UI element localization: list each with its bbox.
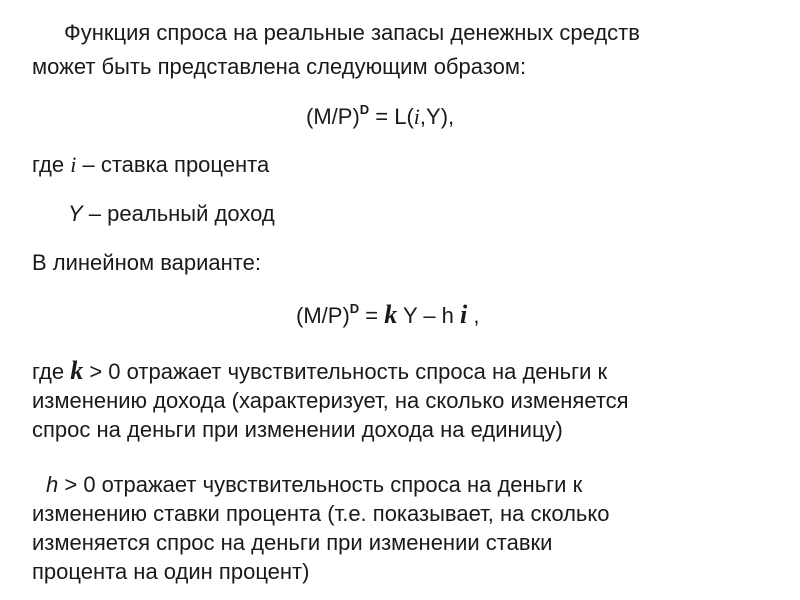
para-h-var: h bbox=[46, 472, 59, 497]
paragraph-h bbox=[32, 470, 778, 586]
formula2-end: , bbox=[467, 303, 480, 328]
para-h-line-3: изменяется спрос на деньги при изменении ставки bbox=[32, 530, 553, 555]
where-i-line bbox=[32, 152, 269, 178]
where-i-var: i bbox=[70, 152, 77, 177]
where-i-prefix: где bbox=[32, 152, 71, 177]
formula2-superscript: D bbox=[349, 301, 360, 316]
where-i-text: – ставка процента bbox=[76, 152, 270, 177]
formula-demand-function bbox=[306, 104, 454, 130]
linear-label bbox=[32, 250, 261, 276]
intro-line-2 bbox=[32, 54, 526, 80]
where-y-var: Y bbox=[68, 201, 83, 226]
para-k-line-2: изменению дохода (характеризует, на сколько изменяется bbox=[32, 388, 629, 413]
formula2-lhs: (M/P) bbox=[296, 303, 350, 328]
intro-text-1: Функция спроса на реальные запасы денежных средств bbox=[64, 20, 640, 45]
formula2-eq: = bbox=[359, 303, 385, 328]
para-k-line-3: спрос на деньги при изменении дохода на единицу) bbox=[32, 417, 563, 442]
formula-linear bbox=[296, 302, 480, 329]
para-h-line-1 bbox=[32, 470, 778, 499]
formula2-var-k: k bbox=[384, 300, 398, 329]
intro-text-2: может быть представлена следующим образом: bbox=[32, 54, 527, 79]
para-h-text-1: > 0 отражает чувствительность спроса на деньги к bbox=[58, 472, 583, 497]
formula1-mid: = L( bbox=[369, 104, 414, 129]
para-h-line-4: процента на один процент) bbox=[32, 559, 310, 584]
formula1-superscript: D bbox=[359, 102, 370, 117]
para-k-text-1: > 0 отражает чувствительность спроса на деньги к bbox=[83, 359, 608, 384]
where-y-line bbox=[68, 201, 275, 227]
formula2-var-i: i bbox=[460, 300, 468, 329]
linear-label-text: В линейном варианте: bbox=[32, 250, 261, 275]
para-k-prefix: где bbox=[32, 359, 71, 384]
formula2-mid: Y – h bbox=[397, 303, 461, 328]
paragraph-k bbox=[32, 356, 778, 444]
para-h-line-2: изменению ставки процента (т.е. показывает, на сколько bbox=[32, 501, 610, 526]
where-y-text: – реальный доход bbox=[82, 201, 275, 226]
formula1-lhs: (M/P) bbox=[306, 104, 360, 129]
para-k-line-1 bbox=[32, 356, 778, 386]
formula1-var-i: i bbox=[413, 104, 420, 129]
intro-line-1 bbox=[64, 20, 640, 46]
formula1-rest: ,Y), bbox=[419, 104, 455, 129]
para-k-var: k bbox=[70, 356, 84, 385]
